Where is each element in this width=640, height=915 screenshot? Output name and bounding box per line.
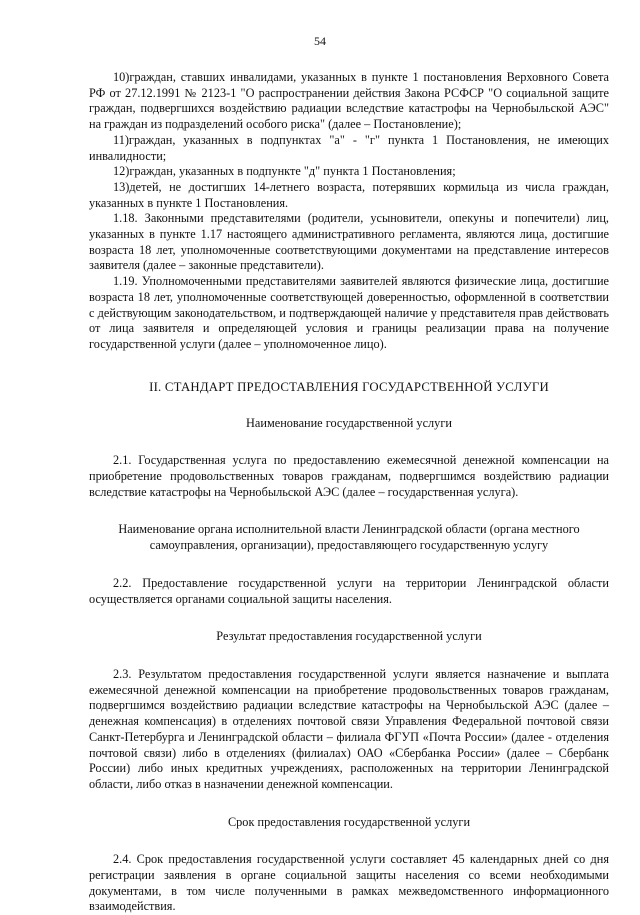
term-heading: Срок предоставления государственной услуги (227, 814, 471, 829)
paragraph-2-2: 2.2. Предоставление государственной услуги на территории Ленинградской области осуществляется органами социальной защиты населения. (89, 575, 609, 606)
paragraph-12: 12)граждан, указанных в подпункте "д" пункта 1 Постановления; (113, 164, 456, 179)
organ-heading: Наименование органа исполнительной власти Ленинградской области (органа местного самоуправления, организации), предоставляющего государственную услугу (118, 522, 580, 553)
section-title: II. СТАНДАРТ ПРЕДОСТАВЛЕНИЯ ГОСУДАРСТВЕННОЙ УСЛУГИ (149, 379, 549, 394)
paragraph-10: 10)граждан, ставших инвалидами, указанных в пункте 1 постановления Верховного Совета РФ от 27.12.1991 № 2123-1 "О распространении действия Закона РСФСР "О социальной защите граждан, подвергшихся воздействию радиации вследствие катастрофы на Чернобыльской АЭС" на граждан из подразделений особого риска" (далее – Постановление); (89, 70, 609, 132)
paragraph-2-4: 2.4. Срок предоставления государственной услуги составляет 45 календарных дней со дня регистрации заявления в органе социальной защиты населения со всеми необходимыми документами, в том числе полученными в рамках межведомственного информационного взаимодействия. (89, 852, 609, 914)
paragraph-13: 13)детей, не достигших 14-летнего возраста, потерявших кормильца из числа граждан, указанных в пункте 1 Постановления. (89, 179, 609, 210)
result-heading: Результат предоставления государственной услуги (216, 629, 482, 644)
paragraph-2-3: 2.3. Результатом предоставления государственной услуги является назначение и выплата ежемесячной денежной компенсации на приобретение продовольственных товаров гражданам, подвергшимся воздействию радиации вследствие катастрофы на Чернобыльской АЭС (далее – денежная компенсация) в отделениях почтовой связи Управления Федеральной почтовой связи Санкт-Петербурга и Ленинградской области – филиала ФГУП «Почта России» (далее - отделения почтовой связи) либо в отделениях (филиалах) ОАО «Сбербанка России» (далее – Сбербанк России) либо иных кредитных учреждениях, расположенных на территории Ленинградской области, либо отказ в назначении денежной компенсации. (89, 666, 609, 791)
paragraph-1-18: 1.18. Законными представителями (родители, усыновители, опекуны и попечители) лиц, указанных в пункте 1.17 настоящего административного регламента, являются лица, достигшие возраста 18 лет, уполномоченные соответствующими документами на представление интересов заявителя (далее – законные представители). (89, 211, 609, 273)
name-heading: Наименование государственной услуги (246, 415, 452, 430)
paragraph-11: 11)граждан, указанных в подпунктах "а" - "г" пункта 1 Постановления, не имеющих инвалидности; (89, 132, 609, 163)
page-number: 54 (314, 34, 326, 48)
paragraph-1-19: 1.19. Уполномоченными представителями заявителей являются физические лица, достигшие возраста 18 лет, уполномоченные соответствующей доверенностью, оформленной в соответствии с действующим законодательством, и подтверждающей наличие у представителя прав действовать от лица заявителя и определяющей условия и границы реализации права на получение государственной услуги (далее – уполномоченное лицо). (89, 274, 609, 351)
page-content (89, 70, 609, 915)
paragraph-2-1: 2.1. Государственная услуга по предоставлению ежемесячной денежной компенсации на приобретение продовольственных товаров гражданам, подвергшимся воздействию радиации вследствие катастрофы на Чернобыльской АЭС (далее – государственная услуга). (89, 453, 609, 499)
